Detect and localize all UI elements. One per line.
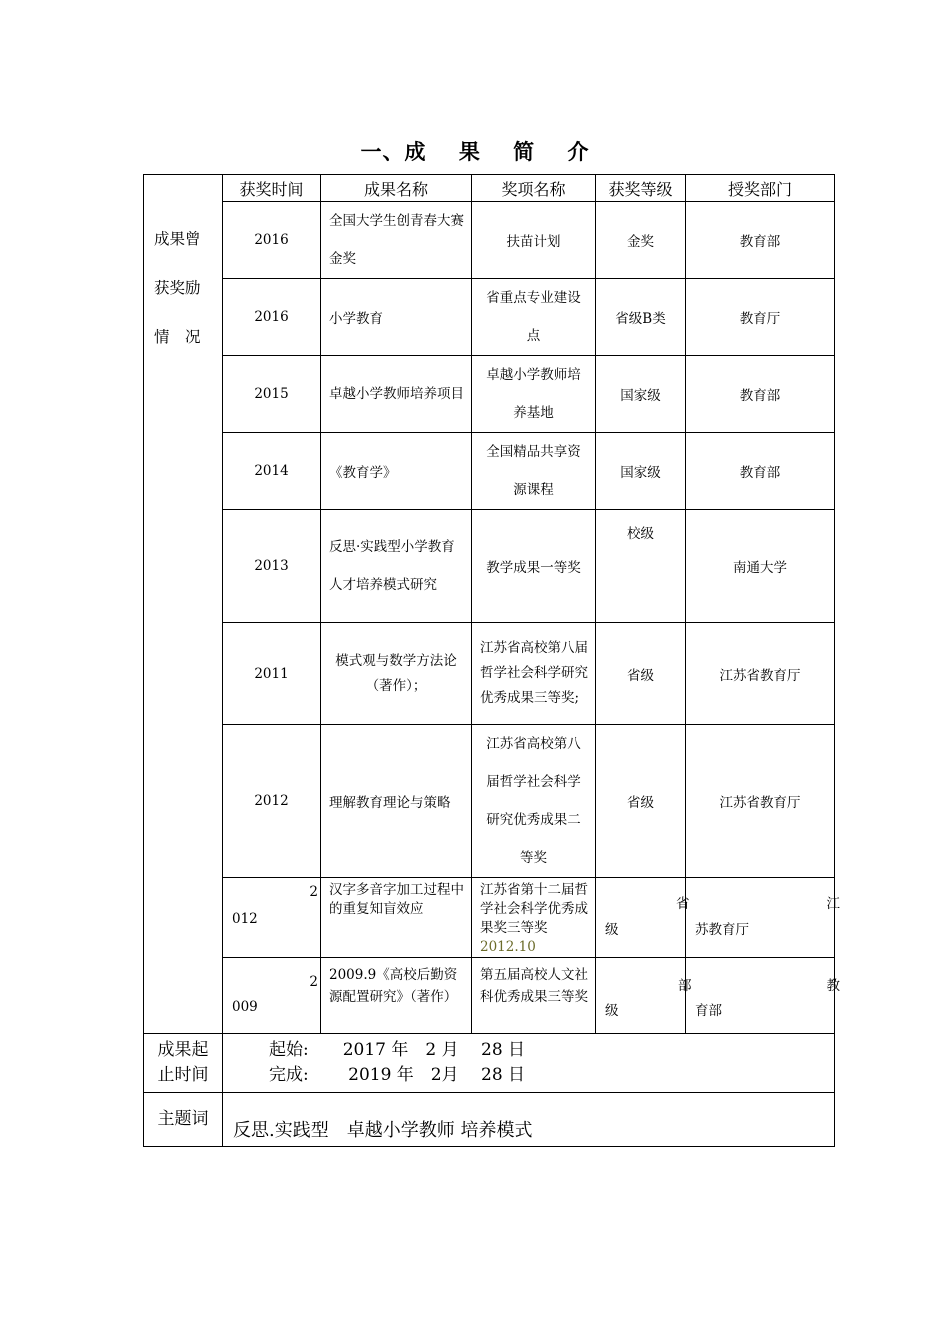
table-row	[144, 202, 835, 279]
award-level: 国家级	[596, 356, 686, 433]
award-year: 2015	[223, 356, 321, 433]
award-level: 部 级	[596, 958, 686, 1034]
header-award-name: 奖项名称	[472, 175, 596, 202]
table-row	[144, 356, 835, 433]
award-level: 省级	[596, 623, 686, 725]
start-date: 起始: 2017 年 2 月 28 日	[269, 1040, 526, 1060]
table-row	[144, 510, 835, 623]
header-awarding-dept: 授奖部门	[686, 175, 835, 202]
award-year: 2 012	[223, 878, 321, 958]
achievement-table	[143, 174, 840, 1147]
award-dept: 教育部	[686, 202, 835, 279]
table-row	[144, 623, 835, 725]
awards-side-label: 成果曾 获奖励 情 况	[144, 175, 223, 1034]
award-name: 卓越小学教师培养基地	[472, 356, 596, 433]
award-year: 2011	[223, 623, 321, 725]
header-award-time: 获奖时间	[223, 175, 321, 202]
award-level: 国家级	[596, 433, 686, 510]
award-dept: 南通大学	[686, 510, 835, 623]
award-year: 2014	[223, 433, 321, 510]
award-name: 江苏省高校第八届哲学社会科学研究优秀成果二等奖	[472, 725, 596, 878]
keywords-value: 反思.实践型 卓越小学教师 培养模式	[223, 1093, 835, 1147]
award-name: 江苏省第十二届哲学社会科学优秀成果奖三等奖 2012.10	[472, 878, 596, 958]
award-dept: 教 育部	[686, 958, 835, 1034]
award-date: 2012.10	[480, 939, 536, 955]
award-year: 2 009	[223, 958, 321, 1034]
award-achievement: 2009.9《高校后勤资源配置研究》（著作）	[321, 958, 472, 1034]
keywords-row	[144, 1093, 835, 1147]
table-row	[144, 878, 835, 958]
award-dept: 教育厅	[686, 279, 835, 356]
table-row	[144, 433, 835, 510]
award-level: 省级	[596, 725, 686, 878]
award-level: 省级B类	[596, 279, 686, 356]
end-date: 完成: 2019 年 2月 28 日	[269, 1065, 526, 1085]
award-dept: 教育部	[686, 433, 835, 510]
award-year: 2016	[223, 279, 321, 356]
header-achievement-name: 成果名称	[321, 175, 472, 202]
award-dept: 教育部	[686, 356, 835, 433]
award-name: 教学成果一等奖	[472, 510, 596, 623]
award-achievement: 反思·实践型小学教育人才培养模式研究	[321, 510, 472, 623]
award-year: 2013	[223, 510, 321, 623]
table-row	[144, 958, 835, 1034]
award-year: 2012	[223, 725, 321, 878]
period-row	[144, 1034, 835, 1093]
award-achievement: 《教育学》	[321, 433, 472, 510]
award-name: 省重点专业建设点	[472, 279, 596, 356]
keywords-label: 主题词	[144, 1093, 223, 1147]
award-dept: 江 苏教育厅	[686, 878, 835, 958]
table-row	[144, 725, 835, 878]
award-achievement: 汉字多音字加工过程中的重复知盲效应	[321, 878, 472, 958]
award-achievement: 理解教育理论与策略	[321, 725, 472, 878]
period-dates	[223, 1034, 835, 1093]
award-achievement: 卓越小学教师培养项目	[321, 356, 472, 433]
award-name: 扶苗计划	[472, 202, 596, 279]
header-award-level: 获奖等级	[596, 175, 686, 202]
award-achievement: 模式观与数学方法论（著作）；	[321, 623, 472, 725]
header-row	[144, 175, 835, 202]
award-achievement: 全国大学生创青春大赛金奖	[321, 202, 472, 279]
award-achievement: 小学教育	[321, 279, 472, 356]
award-dept: 江苏省教育厅	[686, 623, 835, 725]
award-dept: 江苏省教育厅	[686, 725, 835, 878]
award-year: 2016	[223, 202, 321, 279]
award-level: 省 级	[596, 878, 686, 958]
award-level: 校级	[596, 510, 686, 623]
award-name: 第五届高校人文社科优秀成果三等奖	[472, 958, 596, 1034]
award-name: 江苏省高校第八届哲学社会科学研究优秀成果三等奖;	[472, 623, 596, 725]
page-title: 一、成 果 简 介	[360, 140, 590, 164]
table-row	[144, 279, 835, 356]
award-name: 全国精品共享资源课程	[472, 433, 596, 510]
award-level: 金奖	[596, 202, 686, 279]
period-label: 成果起 止时间	[144, 1034, 223, 1093]
